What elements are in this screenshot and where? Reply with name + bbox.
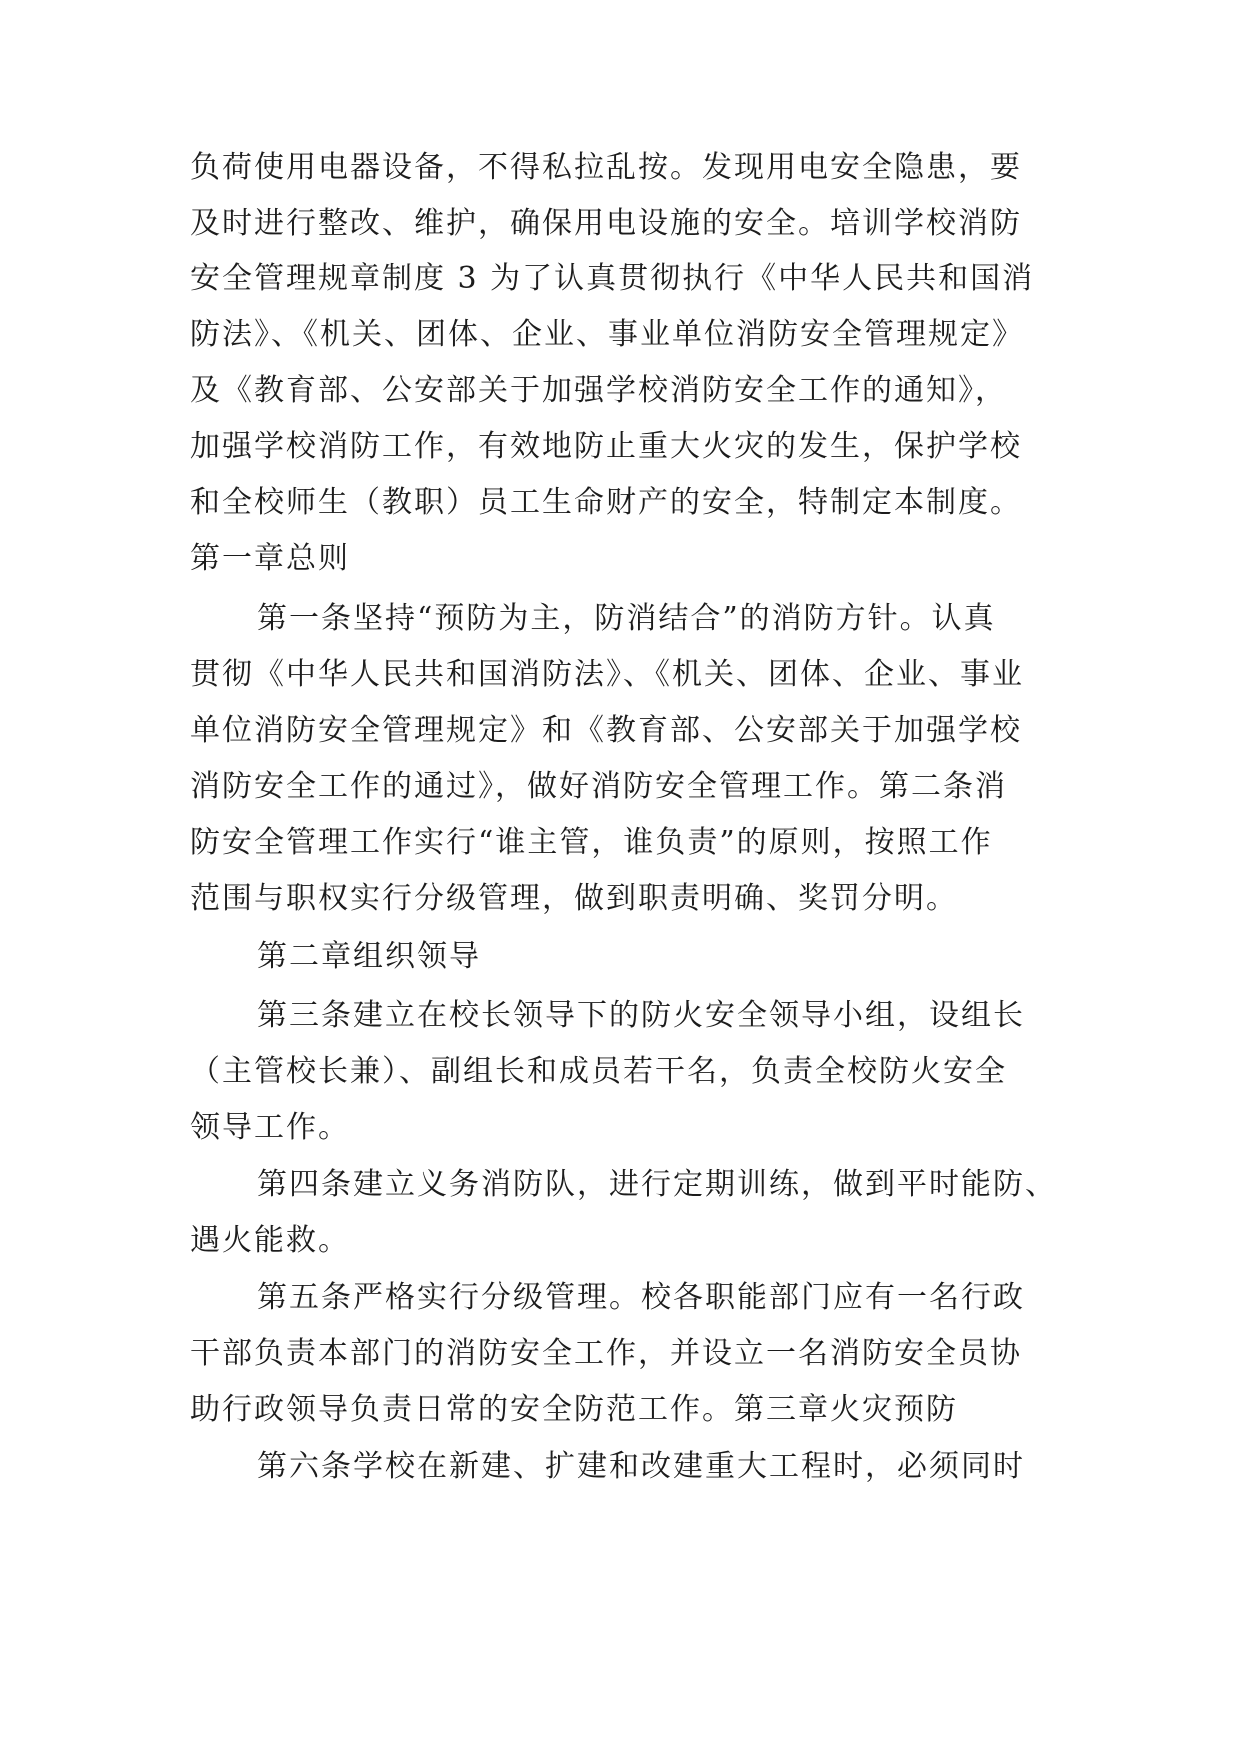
text-line: 遇火能救。 [190,1223,350,1258]
text-line: 贯彻《中华人民共和国消防法》、《机关、团体、企业、事业 [190,657,1024,692]
text-line: 第四条建立义务消防队，进行定期训练，做到平时能防、 [257,1167,1057,1202]
text-line: 及时进行整改、维护，确保用电设施的安全。培训学校消防 [190,206,1022,241]
text-line: 消防安全工作的通过》，做好消防安全管理工作。第二条消 [190,769,1007,804]
text-line: 第三条建立在校长领导下的防火安全领导小组，设组长 [257,998,1025,1033]
text-line: 负荷使用电器设备，不得私拉乱按。发现用电安全隐患，要 [190,150,1022,185]
chapter-heading: 第一章总则 [190,541,350,576]
text-line: 及《教育部、公安部关于加强学校消防安全工作的通知》， [190,373,1007,408]
text-line: 干部负责本部门的消防安全工作，并设立一名消防安全员协 [190,1336,1022,1371]
text-line: 加强学校消防工作，有效地防止重大火灾的发生，保护学校 [190,429,1022,464]
text-line: 单位消防安全管理规定》和《教育部、公安部关于加强学校 [190,713,1022,748]
text-line: （主管校长兼）、副组长和成员若干名，负责全校防火安全 [190,1054,1007,1089]
text-line: 第一条坚持“预防为主，防消结合”的消防方针。认真 [257,601,996,636]
text-line: 和全校师生（教职）员工生命财产的安全，特制定本制度。 [190,485,1022,520]
text-line: 防安全管理工作实行“谁主管，谁负责”的原则，按照工作 [190,825,993,860]
text-line: 范围与职权实行分级管理，做到职责明确、奖罚分明。 [190,881,958,916]
text-line: 领导工作。 [190,1110,350,1145]
text-line: 第五条严格实行分级管理。校各职能部门应有一名行政 [257,1280,1025,1315]
chapter-heading: 第二章组织领导 [257,939,481,974]
text-line: 第六条学校在新建、扩建和改建重大工程时，必须同时 [257,1449,1025,1484]
text-line: 助行政领导负责日常的安全防范工作。第三章火灾预防 [190,1392,958,1427]
text-line: 防法》、《机关、团体、企业、事业单位消防安全管理规定》 [190,317,1024,352]
text-line: 安全管理规章制度 3 为了认真贯彻执行《中华人民共和国消 [190,261,1035,296]
